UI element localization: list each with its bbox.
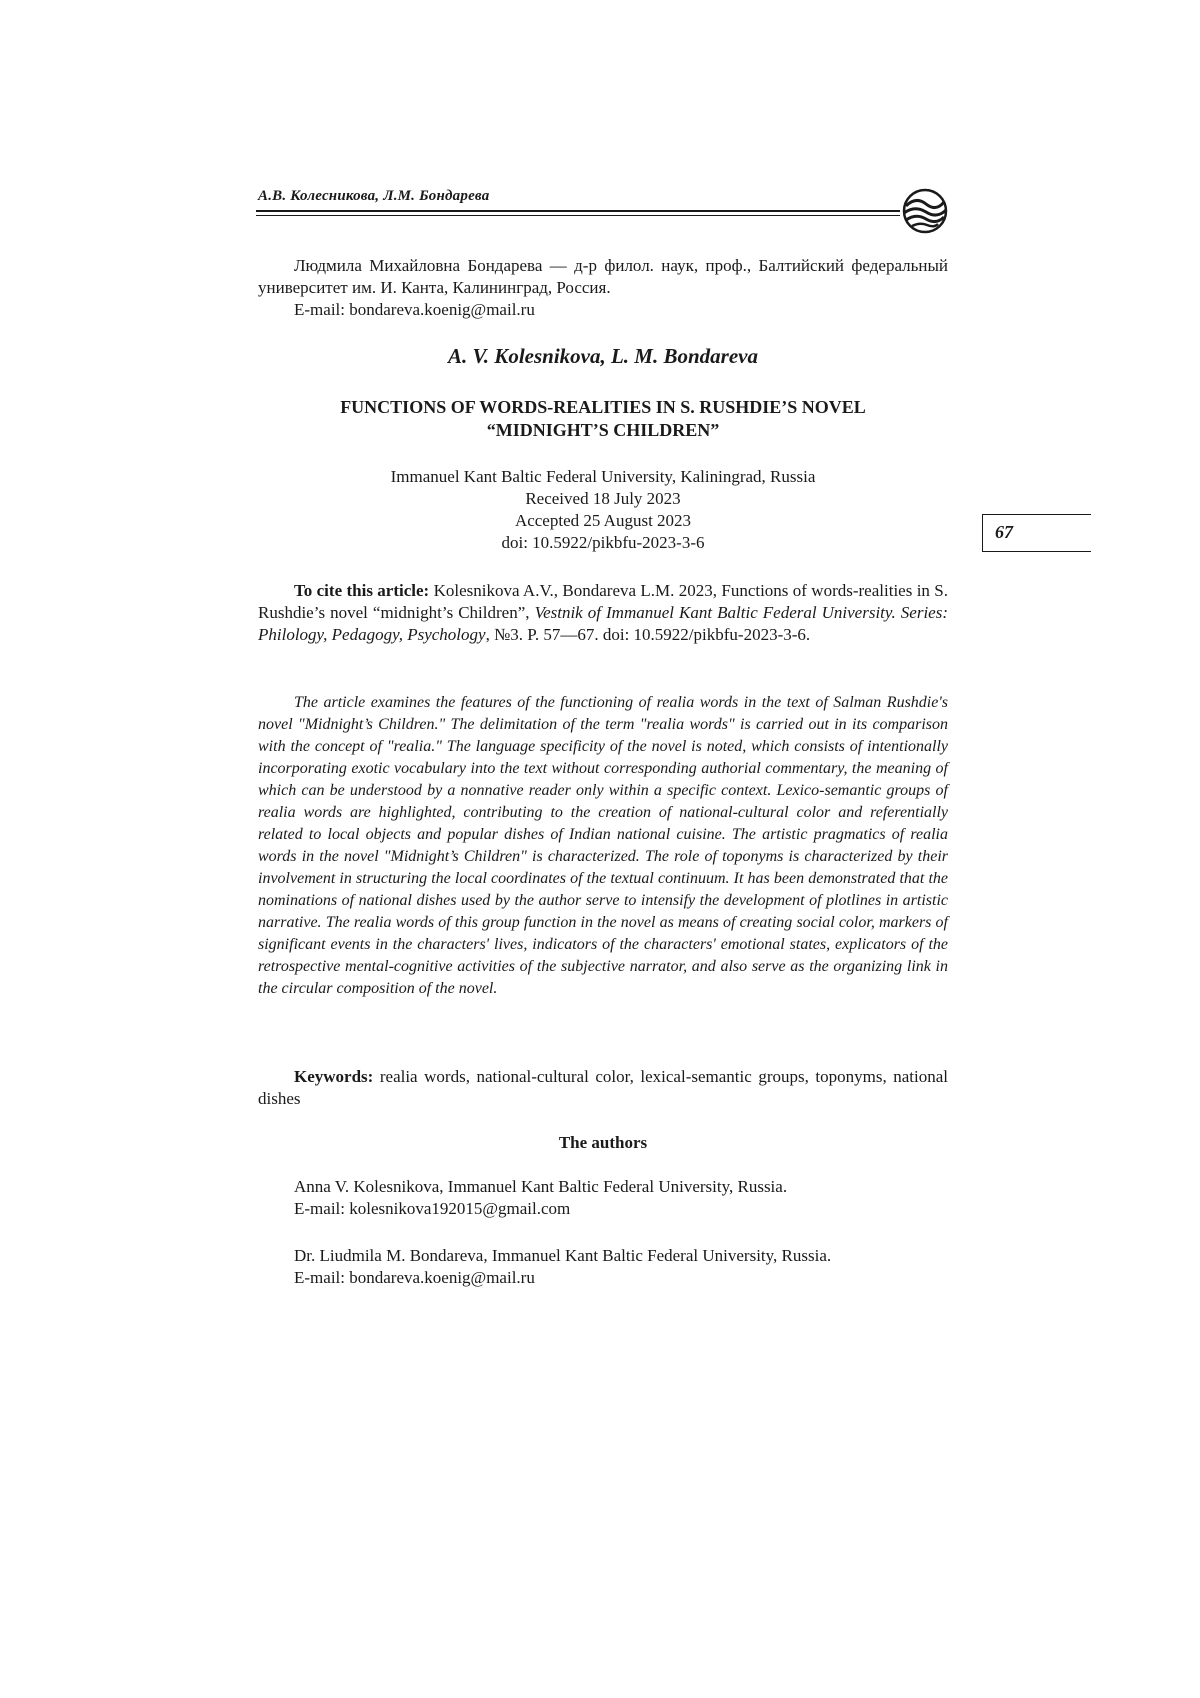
article-title-line-1: FUNCTIONS OF WORDS-REALITIES IN S. RUSHDIE’S NOVEL xyxy=(340,397,866,417)
header-rule-thick xyxy=(256,210,900,212)
page-number: 67 xyxy=(995,522,1013,542)
keywords-label: Keywords: xyxy=(294,1067,374,1086)
ru-author-line: Людмила Михайловна Бондарева — д-р филол. наук, проф., Балтийский федеральный университет им. И. Канта, Калининград, Россия. xyxy=(258,256,948,297)
citation-text-end: , №3. P. 57—67. doi: 10.5922/pikbfu-2023-3-6. xyxy=(485,625,811,644)
citation-journal: Vestnik of Immanuel Kant Baltic Federal University. Series: Philology, Pedagogy, Psychology xyxy=(258,603,948,644)
article-authors-en: A. V. Kolesnikova, L. M. Bondareva xyxy=(448,344,758,368)
ru-author-email: E-mail: bondareva.koenig@mail.ru xyxy=(294,300,535,319)
authors-heading: The authors xyxy=(558,1133,648,1152)
ru-author-info xyxy=(258,255,948,321)
keywords-text: realia words, national-cultural color, lexical-semantic groups, toponyms, national dishes xyxy=(258,1067,948,1108)
article-title xyxy=(258,396,948,442)
running-header-authors: А.В. Колесникова, Л.М. Бондарева xyxy=(258,188,490,204)
page-number-box xyxy=(982,514,1091,552)
article-meta xyxy=(258,466,948,554)
header-rule-thin xyxy=(256,215,900,216)
author-entry-2 xyxy=(258,1245,948,1289)
author-2-line: Dr. Liudmila M. Bondareva, Immanuel Kant Baltic Federal University, Russia. xyxy=(294,1246,832,1265)
author-1-email: E-mail: kolesnikova192015@gmail.com xyxy=(294,1199,571,1218)
article-title-line-2: “MIDNIGHT’S CHILDREN” xyxy=(486,420,720,440)
keywords xyxy=(258,1066,948,1110)
accepted-date: Accepted 25 August 2023 xyxy=(514,511,692,530)
citation-text: Kolesnikova A.V., Bondareva L.M. 2023, Functions of words-realities in S. Rushdie’s novel “midnight’s Children”, xyxy=(258,581,948,622)
author-1-line: Anna V. Kolesnikova, Immanuel Kant Baltic Federal University, Russia. xyxy=(294,1177,788,1196)
affiliation: Immanuel Kant Baltic Federal University, Kaliningrad, Russia xyxy=(390,467,816,486)
citation-label: To cite this article: xyxy=(294,581,430,600)
author-entry-1 xyxy=(258,1176,948,1220)
received-date: Received 18 July 2023 xyxy=(525,489,681,508)
doi: doi: 10.5922/pikbfu-2023-3-6 xyxy=(501,533,705,552)
author-2-email: E-mail: bondareva.koenig@mail.ru xyxy=(294,1268,535,1287)
citation xyxy=(258,580,948,646)
abstract: The article examines the features of the functioning of realia words in the text of Salman Rushdie's novel "Midnight’s Children." The delimitation of the term "realia words" is carried out in its comparison with the concept of "realia." The language specificity of the novel is noted, which consists of intentionally incorporating exotic vocabulary into the text without corresponding authorial commentary, the meaning of which can be understood by a nonnative reader only within a specific context. Lexico-semantic groups of realia words are highlighted, contributing to the creation of national-cultural color and referentially related to local objects and popular dishes of Indian national cuisine. The artistic pragmatics of realia words in the novel "Midnight’s Children" is characterized. The role of toponyms is characterized by their involvement in structuring the local coordinates of the textual continuum. It has been demonstrated that the nominations of national dishes used by the author serve to intensify the development of plotlines in artistic narrative. The realia words of this group function in the novel as means of creating social color, markers of significant events in the characters' lives, indicators of the characters' emotional states, explicators of the retrospective mental-cognitive activities of the subjective narrator, and also serve as the organizing link in the circular composition of the novel. xyxy=(258,694,948,997)
journal-wave-logo-icon xyxy=(900,186,950,236)
